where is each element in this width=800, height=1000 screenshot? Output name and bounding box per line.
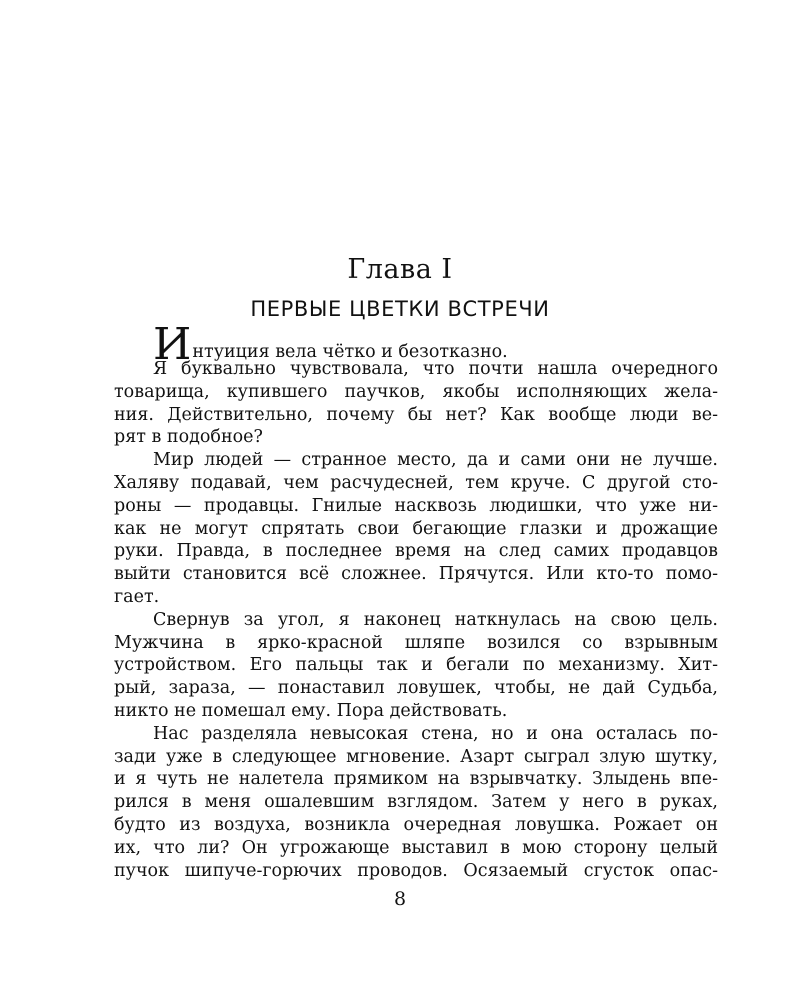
text-line: устройством. Его пальцы так и бегали по механизму. Хит- — [114, 655, 718, 676]
text-line: гает. — [114, 586, 160, 607]
chapter-label: Глава I — [347, 254, 453, 285]
chapter-title: ПЕРВЫЕ ЦВЕТКИ ВСТРЕЧИ — [250, 297, 550, 321]
text-line: роны — продавцы. Гнилые насквозь людишки, что уже ни- — [114, 495, 718, 516]
text-line: рый, зараза, — понаставил ловушек, чтобы, не дай Судьба, — [114, 678, 718, 699]
text-line: Мир людей — странное место, да и сами они не лучше. — [153, 450, 718, 471]
text-line: Нас разделяла невысокая стена, но и она осталась по- — [153, 723, 718, 744]
page-number: 8 — [393, 888, 407, 910]
text-line: ния. Действительно, почему бы нет? Как вообще люди ве- — [114, 404, 718, 425]
text-line: как не могут спрятать свои бегающие глазки и дрожащие — [114, 518, 718, 539]
text-line: пучок шипуче-горючих проводов. Осязаемый сгусток опас- — [114, 860, 718, 881]
text-line: Халяву подавай, чем расчудесней, тем круче. С другой сто- — [114, 472, 718, 493]
text-line: зади уже в следующее мгновение. Азарт сыграл злую шутку, — [114, 746, 718, 767]
first-line-text: нтуиция вела чётко и безотказно. — [192, 342, 508, 362]
text-line: Свернув за угол, я наконец наткнулась на свою цель. — [153, 609, 718, 630]
text-line: руки. Правда, в последнее время на след самих продавцов — [114, 541, 718, 562]
text-line: рился в меня ошалевшим взглядом. Затем у него в руках, — [114, 792, 718, 813]
body-text — [114, 319, 718, 882]
text-line: никто не помешал ему. Пора действовать. — [114, 700, 508, 721]
text-line: товарища, купившего паучков, якобы исполняющих жела- — [114, 381, 718, 402]
text-line: выйти становится всё сложнее. Прячутся. Или кто-то помо- — [114, 564, 718, 585]
text-line: Я буквально чувствовала, что почти нашла очередного — [153, 359, 718, 379]
text-line: рят в подобное? — [114, 427, 263, 448]
text-line: Мужчина в ярко-красной шляпе возился со взрывным — [114, 632, 718, 653]
text-line: и я чуть не налетела прямиком на взрывчатку. Злыдень впе- — [114, 769, 718, 790]
drop-cap: И — [153, 319, 192, 370]
text-line: будто из воздуха, возникла очередная ловушка. Рожает он — [114, 814, 718, 835]
text-line: их, что ли? Он угрожающе выставил в мою сторону целый — [114, 837, 718, 858]
